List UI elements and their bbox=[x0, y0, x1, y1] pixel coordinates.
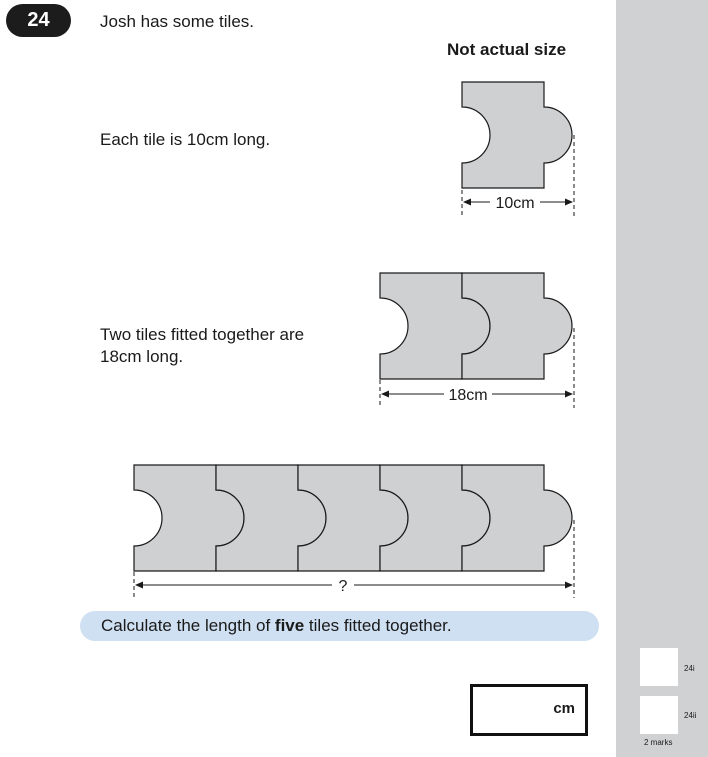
question-number-badge: 24 bbox=[6, 4, 71, 37]
instruction-prefix: Calculate the length of bbox=[101, 616, 275, 635]
answer-box[interactable] bbox=[470, 684, 588, 736]
instruction-emphasis: five bbox=[274, 616, 305, 635]
two-tiles-length-label: 18cm bbox=[448, 387, 488, 404]
five-tiles-length-label: ? bbox=[338, 578, 348, 595]
single-tile-diagram bbox=[462, 82, 574, 216]
single-tile-length-label: 10cm bbox=[495, 195, 535, 212]
two-tiles-text-line2: 18cm long. bbox=[100, 347, 184, 366]
mark-box-24ii[interactable] bbox=[640, 696, 678, 734]
arrowhead-left bbox=[381, 391, 389, 398]
marks-total: 2 marks bbox=[644, 738, 673, 747]
answer-unit: cm bbox=[553, 700, 575, 717]
arrowhead-right bbox=[565, 199, 573, 206]
two-tiles-diagram bbox=[380, 273, 574, 408]
each-tile-text: Each tile is 10cm long. bbox=[100, 130, 271, 149]
arrowhead-right bbox=[565, 391, 573, 398]
arrowhead-right bbox=[565, 582, 573, 589]
mark-box-24i[interactable] bbox=[640, 648, 678, 686]
arrowhead-left bbox=[135, 582, 143, 589]
not-actual-size-note: Not actual size bbox=[447, 40, 567, 59]
instruction-text bbox=[101, 615, 452, 637]
instruction-suffix: tiles fitted together. bbox=[304, 616, 452, 635]
tile bbox=[462, 82, 572, 188]
question-intro: Josh has some tiles. bbox=[100, 12, 255, 31]
mark-label-24i: 24i bbox=[684, 664, 695, 673]
arrowhead-left bbox=[463, 199, 471, 206]
mark-label-24ii: 24ii bbox=[684, 711, 697, 720]
two-tiles-text-line1: Two tiles fitted together are bbox=[100, 325, 305, 344]
five-tiles-diagram bbox=[134, 465, 574, 598]
